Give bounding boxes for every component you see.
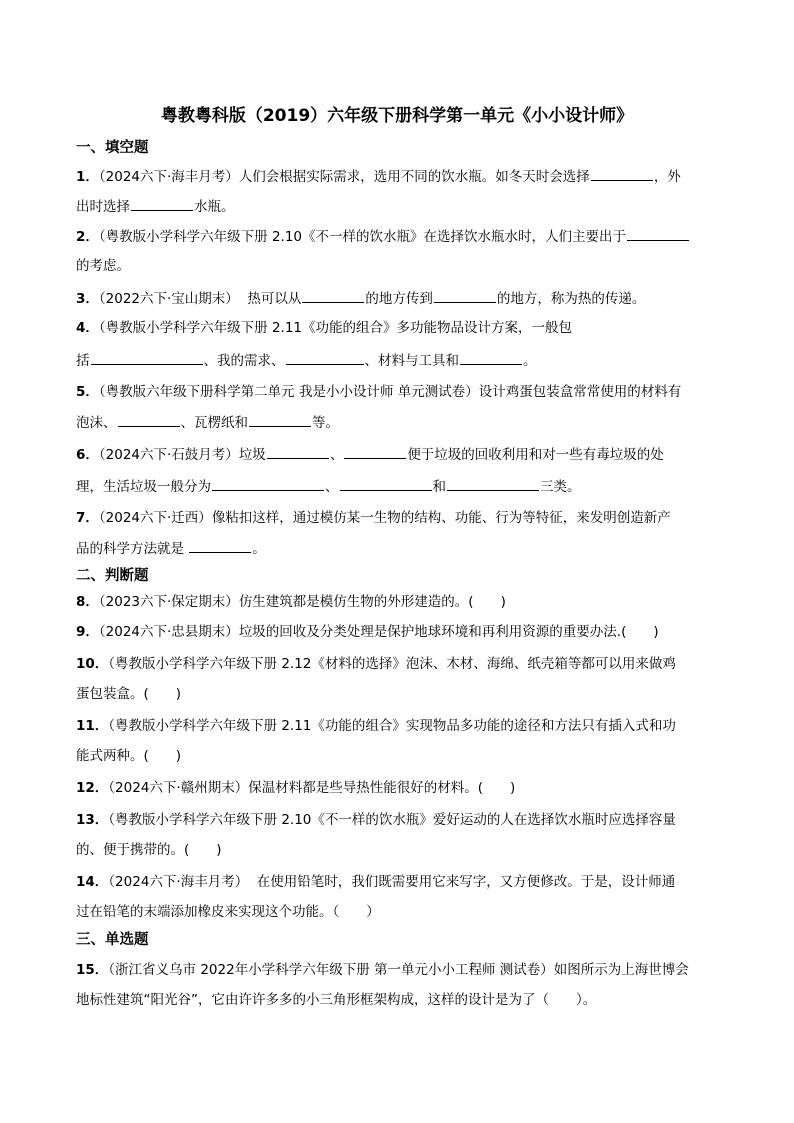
question-source: （2024六下·石鼓月考） [98, 447, 239, 463]
question-number: 15． [76, 962, 109, 978]
question-text: ，外 [653, 169, 681, 185]
question-12 [76, 778, 515, 798]
question-text: 泡沫、木材、海绵、纸壳箱等都可以用来做鸡 [405, 656, 676, 672]
question-source: （粤教版小学科学六年级下册 2.10《不一样的饮水瓶》 [108, 812, 433, 828]
answer-blank[interactable] [302, 288, 364, 303]
question-6 [76, 444, 664, 465]
question-text: 。 [523, 353, 537, 369]
question-9 [76, 622, 659, 642]
question-number: 6． [76, 447, 99, 463]
question-text: 理，生活垃圾一般分为 [76, 479, 211, 495]
answer-blank[interactable] [267, 444, 329, 459]
page-title: 粤教粤科版（2019）六年级下册科学第一单元《小小设计师》 [160, 106, 634, 126]
question-number: 13． [76, 812, 109, 828]
question-text: 像粘扣这样，通过模仿某一生物的结构、功能、行为等特征，来发明创造新产 [211, 510, 671, 526]
question-2 [76, 226, 690, 247]
question-source: （2024六下·迁西） [98, 510, 212, 526]
answer-blank[interactable] [340, 476, 432, 491]
question-text: 括 [76, 353, 90, 369]
question-number: 5． [76, 384, 99, 400]
answer-blank[interactable] [249, 412, 311, 427]
question-text: 泡沫、 [76, 415, 117, 431]
question-text: 、 [325, 479, 339, 495]
question-text: 如图所示为上海世博会 [553, 962, 689, 978]
question-text: 过在铅笔的末端添加橡皮来实现这个功能。（ ） [76, 904, 380, 920]
answer-blank[interactable] [434, 288, 496, 303]
question-number: 10． [76, 656, 109, 672]
question-number: 14． [76, 874, 109, 890]
section-heading-true-false: 二、判断题 [76, 568, 149, 584]
question-14 [76, 872, 675, 892]
question-number: 12． [76, 780, 109, 796]
question-1-cont [76, 196, 235, 217]
answer-blank[interactable] [627, 226, 689, 241]
question-source: （粤教版小学科学六年级下册 2.10《不一样的饮水瓶》 [98, 229, 424, 245]
question-text: 、瓦楞纸和 [180, 415, 248, 431]
answer-blank[interactable] [118, 412, 180, 427]
question-text: 实现物品多功能的途径和方法只有插入式和功 [405, 718, 676, 734]
question-source: （2022六下·宝山期末） [98, 291, 239, 307]
question-text: 的地方传到 [365, 291, 433, 307]
question-text: 在选择饮水瓶水时，人们主要出于 [423, 229, 627, 245]
question-number: 8． [76, 594, 99, 610]
question-text: 水瓶。 [194, 199, 235, 215]
question-source: （浙江省义乌市 2022年小学科学六年级下册 第一单元小小工程师 测试卷） [108, 962, 554, 978]
question-2-cont [76, 256, 130, 276]
question-11-cont [76, 746, 181, 766]
question-5 [76, 382, 681, 402]
question-15 [76, 960, 689, 980]
question-6-cont [76, 476, 581, 497]
question-5-cont [76, 412, 339, 433]
question-number: 11． [76, 718, 109, 734]
question-number: 3． [76, 291, 99, 307]
question-text: 、我的需求、 [203, 353, 285, 369]
question-source: （2024六下·忠县期末） [98, 624, 239, 640]
question-source: （粤教版小学科学六年级下册 2.11《功能的组合》 [98, 320, 397, 336]
answer-blank[interactable] [591, 166, 653, 181]
question-number: 1． [76, 169, 99, 185]
question-text: 设计鸡蛋包装盒常常使用的材料有 [478, 384, 682, 400]
question-source: （粤教版小学科学六年级下册 2.12《材料的选择》 [108, 656, 406, 672]
question-4-cont [76, 350, 537, 371]
answer-blank[interactable] [447, 476, 539, 491]
question-text: 人们会根据实际需求，选用不同的饮水瓶。如冬天时会选择 [238, 169, 590, 185]
question-text: 垃圾的回收及分类处理是保护地球环境和再利用资源的重要办法.( ) [238, 624, 659, 640]
question-text: 的地方，称为热的传递。 [496, 291, 646, 307]
question-text: 仿生建筑都是模仿生物的外形建造的。( ) [238, 594, 506, 610]
question-number: 7． [76, 510, 99, 526]
answer-blank[interactable] [91, 350, 203, 365]
question-source: （粤教版六年级下册科学第二单元 我是小小设计师 单元测试卷） [98, 384, 479, 400]
question-text: 出时选择 [76, 199, 130, 215]
question-number: 2． [76, 229, 99, 245]
question-number: 9． [76, 624, 99, 640]
section-heading-fill-blank: 一、填空题 [76, 140, 149, 156]
section-heading-single-choice: 三、单选题 [76, 932, 149, 948]
question-8 [76, 592, 506, 612]
question-4 [76, 318, 572, 338]
question-text: 在使用铅笔时，我们既需要用它来写字，又方便修改。于是，设计师通 [256, 874, 676, 890]
question-source: （2024六下·赣州期末） [108, 780, 249, 796]
question-text: 品的科学方法就是 [76, 541, 184, 557]
question-7-cont [76, 538, 266, 559]
question-source: （2023六下·保定期末） [98, 594, 239, 610]
question-text: 多功能物品设计方案，一般包 [396, 320, 573, 336]
question-text: 垃圾 [238, 447, 266, 463]
answer-blank[interactable] [131, 196, 193, 211]
question-number: 4． [76, 320, 99, 336]
question-13 [76, 810, 676, 830]
question-10-cont [76, 684, 181, 704]
question-text: 等。 [312, 415, 339, 431]
question-text: 能式两种。( ) [76, 748, 182, 764]
question-11 [76, 716, 676, 736]
question-15-cont [76, 990, 596, 1010]
answer-blank[interactable] [460, 350, 522, 365]
question-text: 爱好运动的人在选择饮水瓶时应选择容量 [432, 812, 676, 828]
question-text: 地标性建筑“阳光谷”，它由许许多多的小三角形框架构成，这样的设计是为了（ ）。 [76, 992, 597, 1008]
question-text: 便于垃圾的回收利用和对一些有毒垃圾的处 [407, 447, 664, 463]
question-14-cont [76, 902, 380, 922]
question-text: 的考虑。 [76, 258, 130, 274]
question-source: （粤教版小学科学六年级下册 2.11《功能的组合》 [108, 718, 406, 734]
question-3 [76, 288, 645, 309]
question-13-cont [76, 840, 222, 860]
question-10 [76, 654, 676, 674]
question-text: 、材料与工具和 [364, 353, 459, 369]
question-source: （2024六下·海丰月考） [98, 169, 239, 185]
question-7 [76, 508, 671, 528]
question-text: 的、便于携带的。( ) [76, 842, 222, 858]
question-text: 保温材料都是些导热性能很好的材料。( ) [248, 780, 516, 796]
answer-blank[interactable] [212, 476, 324, 491]
question-source: （2024六下·海丰月考） [108, 874, 249, 890]
question-text: 热可以从 [247, 291, 302, 307]
answer-blank[interactable] [189, 538, 251, 553]
question-text: 、 [329, 447, 344, 463]
question-text: 和 [432, 479, 446, 495]
question-1 [76, 166, 681, 187]
question-text: 。 [252, 541, 266, 557]
answer-blank[interactable] [286, 350, 364, 365]
answer-blank[interactable] [344, 444, 406, 459]
question-text: 三类。 [540, 479, 581, 495]
question-text: 蛋包装盒。( ) [76, 686, 182, 702]
